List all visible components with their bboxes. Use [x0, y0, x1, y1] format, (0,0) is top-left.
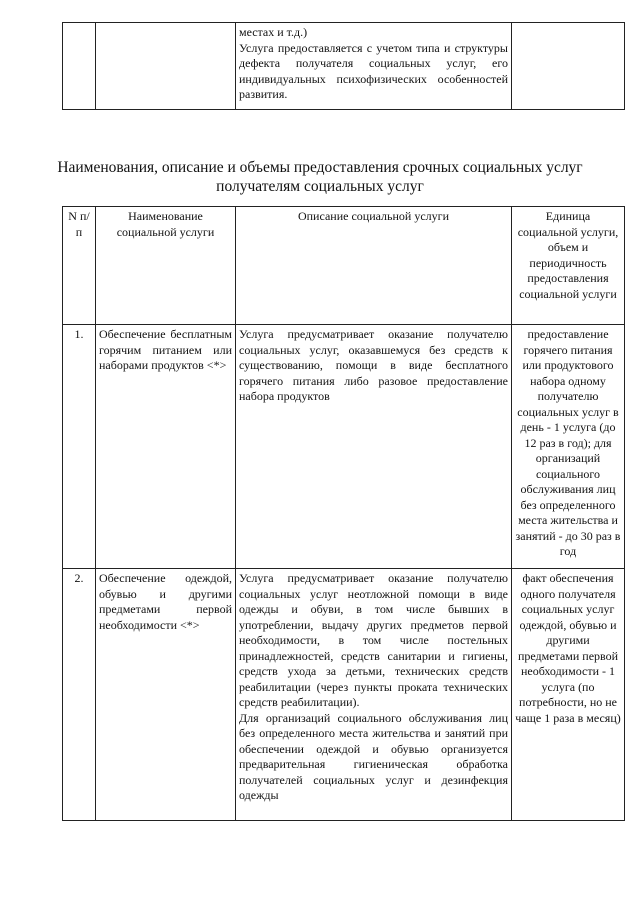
table-row — [63, 23, 625, 110]
description-line: Услуга предоставляется с учетом типа и структуры дефекта получателя социальных услуг, его индивидуальных психофизических особенностей развития. — [239, 40, 508, 101]
row-description: Услуга предусматривает оказание получателю социальных услуг, оказавшемуся без средств к существованию, помощи в виде бесплатного горячего питания либо разовое предоставление набора продуктов — [236, 325, 512, 569]
heading-line-2: получателям социальных услуг — [216, 178, 424, 195]
heading-line-1: Наименования, описание и объемы предоставления срочных социальных услуг — [57, 159, 583, 176]
row-unit: факт обеспечения одного получателя социальных услуг одеждой, обувью и другими предметами первой необходимости - 1 услуга (по потребности, но не чаще 1 раза в месяц) — [512, 569, 625, 821]
table-row — [63, 325, 625, 569]
header-name: Наименование социальной услуги — [96, 207, 236, 325]
table-cell-description — [236, 23, 512, 110]
header-num: N п/п — [63, 207, 96, 325]
row-description: Услуга предусматривает оказание получателю социальных услуг неотложной помощи в виде одежды и обуви, в том числе бывших в употреблении, выдачу других предметов первой необходимости, в том числе постельных принадлежностей, средств санитарии и гигиены, средств ухода за детьми, технических средств реабилитации (через пункты проката технических средств реабилитации). — [239, 571, 508, 709]
row-description-extra: Для организаций социального обслуживания лиц без определенного места жительства и занятий при обеспечении одеждой и обувью организуется предварительная гигиеническая обработка получателей социальных услуг и дезинфекция одежды — [239, 710, 508, 802]
row-name: Обеспечение бесплатным горячим питанием или наборами продуктов <*> — [96, 325, 236, 569]
header-description: Описание социальной услуги — [236, 207, 512, 325]
row-description-cell — [236, 569, 512, 821]
table-cell-unit — [512, 23, 625, 110]
services-table — [62, 206, 625, 821]
row-name: Обеспечение одеждой, обувью и другими предметами первой необходимости <*> — [96, 569, 236, 821]
row-unit: предоставление горячего питания или продуктового набора одному получателю социальных услуг в день - 1 услуга (до 12 раз в год); для организаций социального обслуживания лиц без определенного места жительства и занятий - до 30 раз в год — [512, 325, 625, 569]
row-num: 1. — [63, 325, 96, 569]
section-heading — [40, 158, 600, 196]
header-unit: Единица социальной услуги, объем и периодичность предоставления социальной услуги — [512, 207, 625, 325]
previous-table-fragment — [62, 22, 625, 110]
table-header-row — [63, 207, 625, 325]
description-line: местах и т.д.) — [239, 25, 308, 39]
row-num: 2. — [63, 569, 96, 821]
table-cell-name — [96, 23, 236, 110]
table-cell-num — [63, 23, 96, 110]
table-row — [63, 569, 625, 821]
